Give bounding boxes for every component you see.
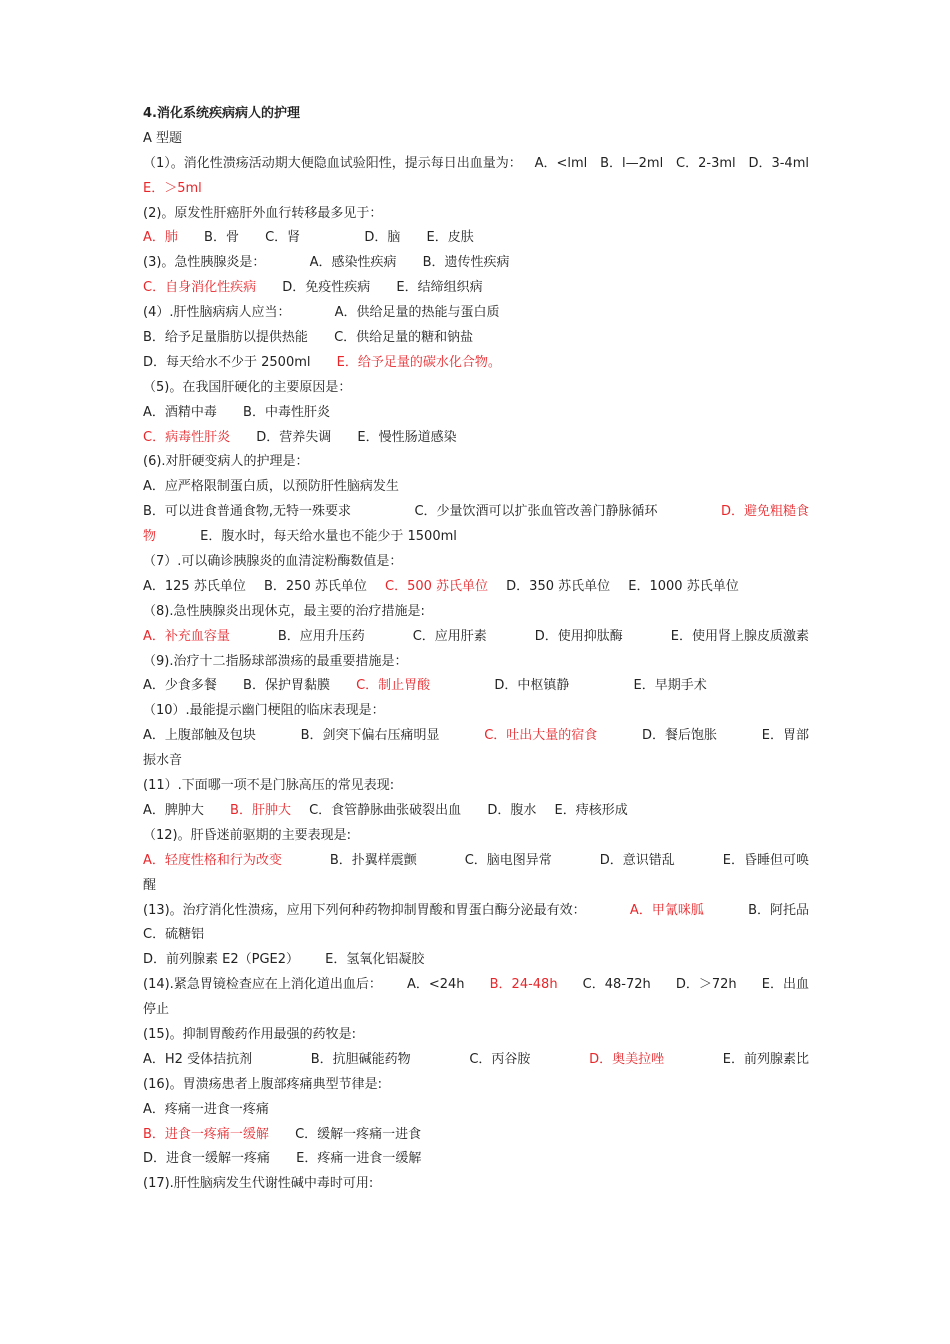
correct-answer: E．给予足量的碳水化合物。 (336, 354, 501, 370)
correct-answer: A．补充血容量 (143, 628, 230, 644)
correct-answer: D．避免粗糙食 (720, 504, 809, 520)
question-10-options-2: 振水音 (143, 753, 183, 769)
question-8-stem: （8).急性胰腺炎出现休克，最主要的治疗措施是: (143, 603, 425, 619)
question-17-stem: (17).肝性脑病发生代谢性碱中毒时可用: (143, 1176, 374, 1192)
correct-answer: C．吐出大量的宿食 (484, 728, 598, 744)
correct-answer: B．进食一疼痛一缓解 (143, 1126, 269, 1142)
question-10-stem: （10）.最能提示幽门梗阻的临床表现是： (143, 703, 385, 719)
correct-answer: C．病毒性肝炎 (143, 429, 231, 445)
question-1-options (143, 177, 809, 202)
question-7-stem: （7）.可以确诊胰腺炎的血清淀粉酶数值是： (143, 554, 403, 570)
question-6-option-a: A．应严格限制蛋白质，以预防肝性脑病发生 (143, 479, 399, 495)
question-6-options-2: 物 E．腹水时，每天给水量也不能少于 1500ml (143, 529, 457, 545)
question-15-stem: (15)。抑制胃酸药作用最强的药牧是: (143, 1026, 357, 1042)
question-6-options: B．可以进食普通食物,无特一殊要求 C．少量饮酒可以扩张血管改善门静脉循环 D．避免粗糙食 (143, 500, 809, 525)
question-11-stem: (11）.下面哪一项不是门脉高压的常见表现: (143, 778, 395, 794)
question-14-stem: (14).紧急胃镜检查应在上消化道出血后： A．<24h B．24-48h C．48-72h D．＞72h E．出血 (143, 973, 809, 998)
question-4-options: B．给予足量脂肪以提供热能 C．供给足量的糖和钠盐 (143, 330, 474, 346)
question-5-options: A．酒精中毒 B．中毒性肝炎 (143, 404, 330, 420)
document-title: 4.消化系统疾病病人的护理 (143, 106, 300, 121)
question-5-stem: （5)。在我国肝硬化的主要原因是： (143, 379, 352, 395)
question-6-stem: (6).对肝硬变病人的护理是： (143, 454, 309, 470)
question-11-options: A．脾肿大 B．肝肿大 C．食管静脉曲张破裂出血 D．腹水 E．痔核形成 (143, 802, 628, 818)
question-14-options-2: 停止 (143, 1002, 170, 1018)
question-5-options-2: C．病毒性肝炎 D．营养失调 E．慢性肠道感染 (143, 429, 457, 445)
correct-answer: A．轻度性格和行为改变 (143, 852, 282, 868)
question-4-stem: (4）.肝性脑病病人应当： A．供给足量的热能与蛋白质 (143, 305, 500, 321)
question-13-options: D．前列腺素 E2（PGE2） E．氢氧化铝凝胶 (143, 952, 425, 968)
question-13-option-c: C．硫糖铝 (143, 927, 205, 943)
correct-answer: B．肝肿大 (230, 802, 291, 818)
correct-answer: C．制止胃酸 (356, 678, 431, 694)
question-8-options: A．补充血容量 B．应用升压药 C．应用肝素 D．使用抑肽酶 E．使用肾上腺皮质激素 (143, 625, 809, 650)
question-16-options-2: D．进食一缓解一疼痛 E．疼痛一进食一缓解 (143, 1151, 422, 1167)
correct-answer: C．自身消化性疾病 (143, 280, 257, 296)
question-12-stem: （12)。肝昏迷前驱期的主要表现是: (143, 827, 351, 843)
question-12-options: A．轻度性格和行为改变 B．扑翼样震颤 C．脑电图异常 D．意识错乱 E．昏睡但可唤 (143, 849, 809, 874)
question-2-options: A．肺 B．骨 C．肾 D．脑 E．皮肤 (143, 230, 474, 246)
question-4-options-2: D．每天给水不少于 2500ml E．给予足量的碳水化合物。 (143, 354, 501, 370)
question-3-stem: (3)。急性胰腺炎是： A．感染性疾病 B．遗传性疾病 (143, 255, 510, 271)
document-page (143, 102, 809, 1197)
correct-answer: B．24-48h (489, 977, 558, 993)
correct-answer-cont: 物 (143, 529, 157, 545)
correct-answer: A．甲氰咪胍 (629, 902, 704, 918)
question-7-options: A．125 苏氏单位 B．250 苏氏单位 C．500 苏氏单位 D．350 苏氏单位 E．1000 苏氏单位 (143, 578, 739, 594)
question-3-options: C．自身消化性疾病 D．免疫性疾病 E．结缔组织病 (143, 280, 483, 296)
question-16-options: B．进食一疼痛一缓解 C．缓解一疼痛一进食 (143, 1126, 422, 1142)
correct-answer: D．奥美拉唑 (589, 1051, 665, 1067)
correct-answer: C．500 苏氏单位 (385, 578, 489, 594)
question-2-stem: (2)。原发性肝癌肝外血行转移最多见于： (143, 205, 383, 221)
question-16-option-a: A．疼痛一进食一疼痛 (143, 1101, 269, 1117)
question-10-options: A．上腹部触及包块 B．剑突下偏右压痛明显 C．吐出大量的宿食 D．餐后饱胀 E．胃部 (143, 724, 809, 749)
correct-answer: A．肺 (143, 230, 178, 246)
question-16-stem: (16)。胃溃疡患者上腹部疼痛典型节律是: (143, 1076, 383, 1092)
question-1-stem: （1）。消化性溃疡活动期大便隐血试验阳性，提示每日出血量为： A．<lml B．l—2ml C．2-3ml D．3-4ml (143, 155, 809, 171)
question-13-stem: (13)。治疗消化性溃疡，应用下列何种药物抑制胃酸和胃蛋白酶分泌最有效： A．甲氰咪胍 B．阿托品 (143, 899, 809, 924)
correct-answer: E．＞5ml (143, 180, 202, 196)
question-12-options-2: 醒 (143, 877, 157, 893)
question-9-options: A．少食多餐 B．保护胃黏膜 C．制止胃酸 D．中枢镇静 E．早期手术 (143, 678, 707, 694)
question-15-options: A．H2 受体拮抗剂 B．抗胆碱能药物 C．丙谷胺 D．奥美拉唑 E．前列腺素比 (143, 1048, 809, 1073)
question-9-stem: （9).治疗十二指肠球部溃疡的最重要措施是： (143, 653, 408, 669)
section-heading: A 型题 (143, 130, 183, 146)
